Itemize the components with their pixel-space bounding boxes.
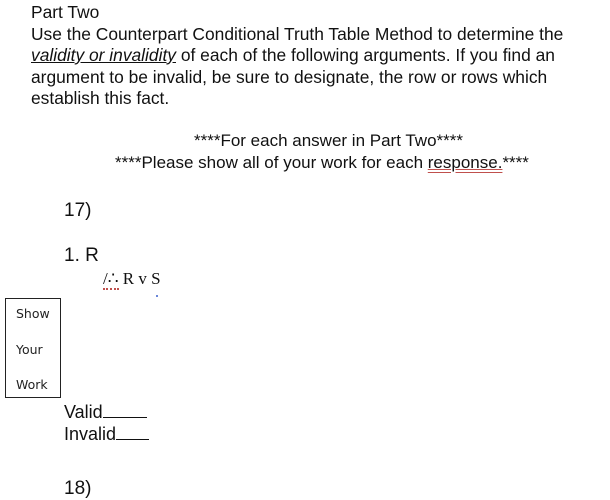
validity-emphasis: validity or invalidity xyxy=(31,45,176,65)
work-box-show: Show xyxy=(16,306,50,321)
valid-answer xyxy=(64,402,147,423)
conclusion-formula: R v S xyxy=(122,269,161,288)
invalid-answer xyxy=(64,424,149,445)
instructions-block xyxy=(31,2,609,110)
instructions-line-2-rest: of each of the following arguments. If you find an xyxy=(175,45,555,65)
instructions-line-2 xyxy=(31,45,609,67)
note-each-answer: ****For each answer in Part Two**** xyxy=(194,131,463,150)
invalid-label: Invalid xyxy=(64,424,117,444)
problem-number: 17) xyxy=(64,200,92,221)
instructions-line-1: Use the Counterpart Conditional Truth Table Method to determine the xyxy=(31,23,564,44)
valid-blank[interactable] xyxy=(103,416,147,418)
invalid-blank[interactable] xyxy=(116,438,149,440)
conclusion-line xyxy=(103,269,161,289)
work-box-your: Your xyxy=(16,342,43,357)
part-heading: Part Two xyxy=(31,2,100,22)
note-response-word: response. xyxy=(427,153,503,172)
instructions-line-3: argument to be invalid, be sure to designate, the row or rows which xyxy=(31,66,548,87)
show-your-work-box xyxy=(5,298,61,398)
work-box-work: Work xyxy=(16,377,48,392)
note-show-work-suffix: **** xyxy=(502,153,529,172)
therefore-symbol: /∴ xyxy=(103,269,119,288)
cursor-mark xyxy=(156,295,158,297)
note-show-work-prefix: ****Please show all of your work for each xyxy=(115,153,428,172)
next-problem-number: 18) xyxy=(64,478,92,499)
note-show-work xyxy=(115,153,529,173)
instructions-line-4: establish this fact. xyxy=(31,88,170,108)
valid-label: Valid xyxy=(64,402,103,422)
premise-1: 1. R xyxy=(64,245,99,266)
